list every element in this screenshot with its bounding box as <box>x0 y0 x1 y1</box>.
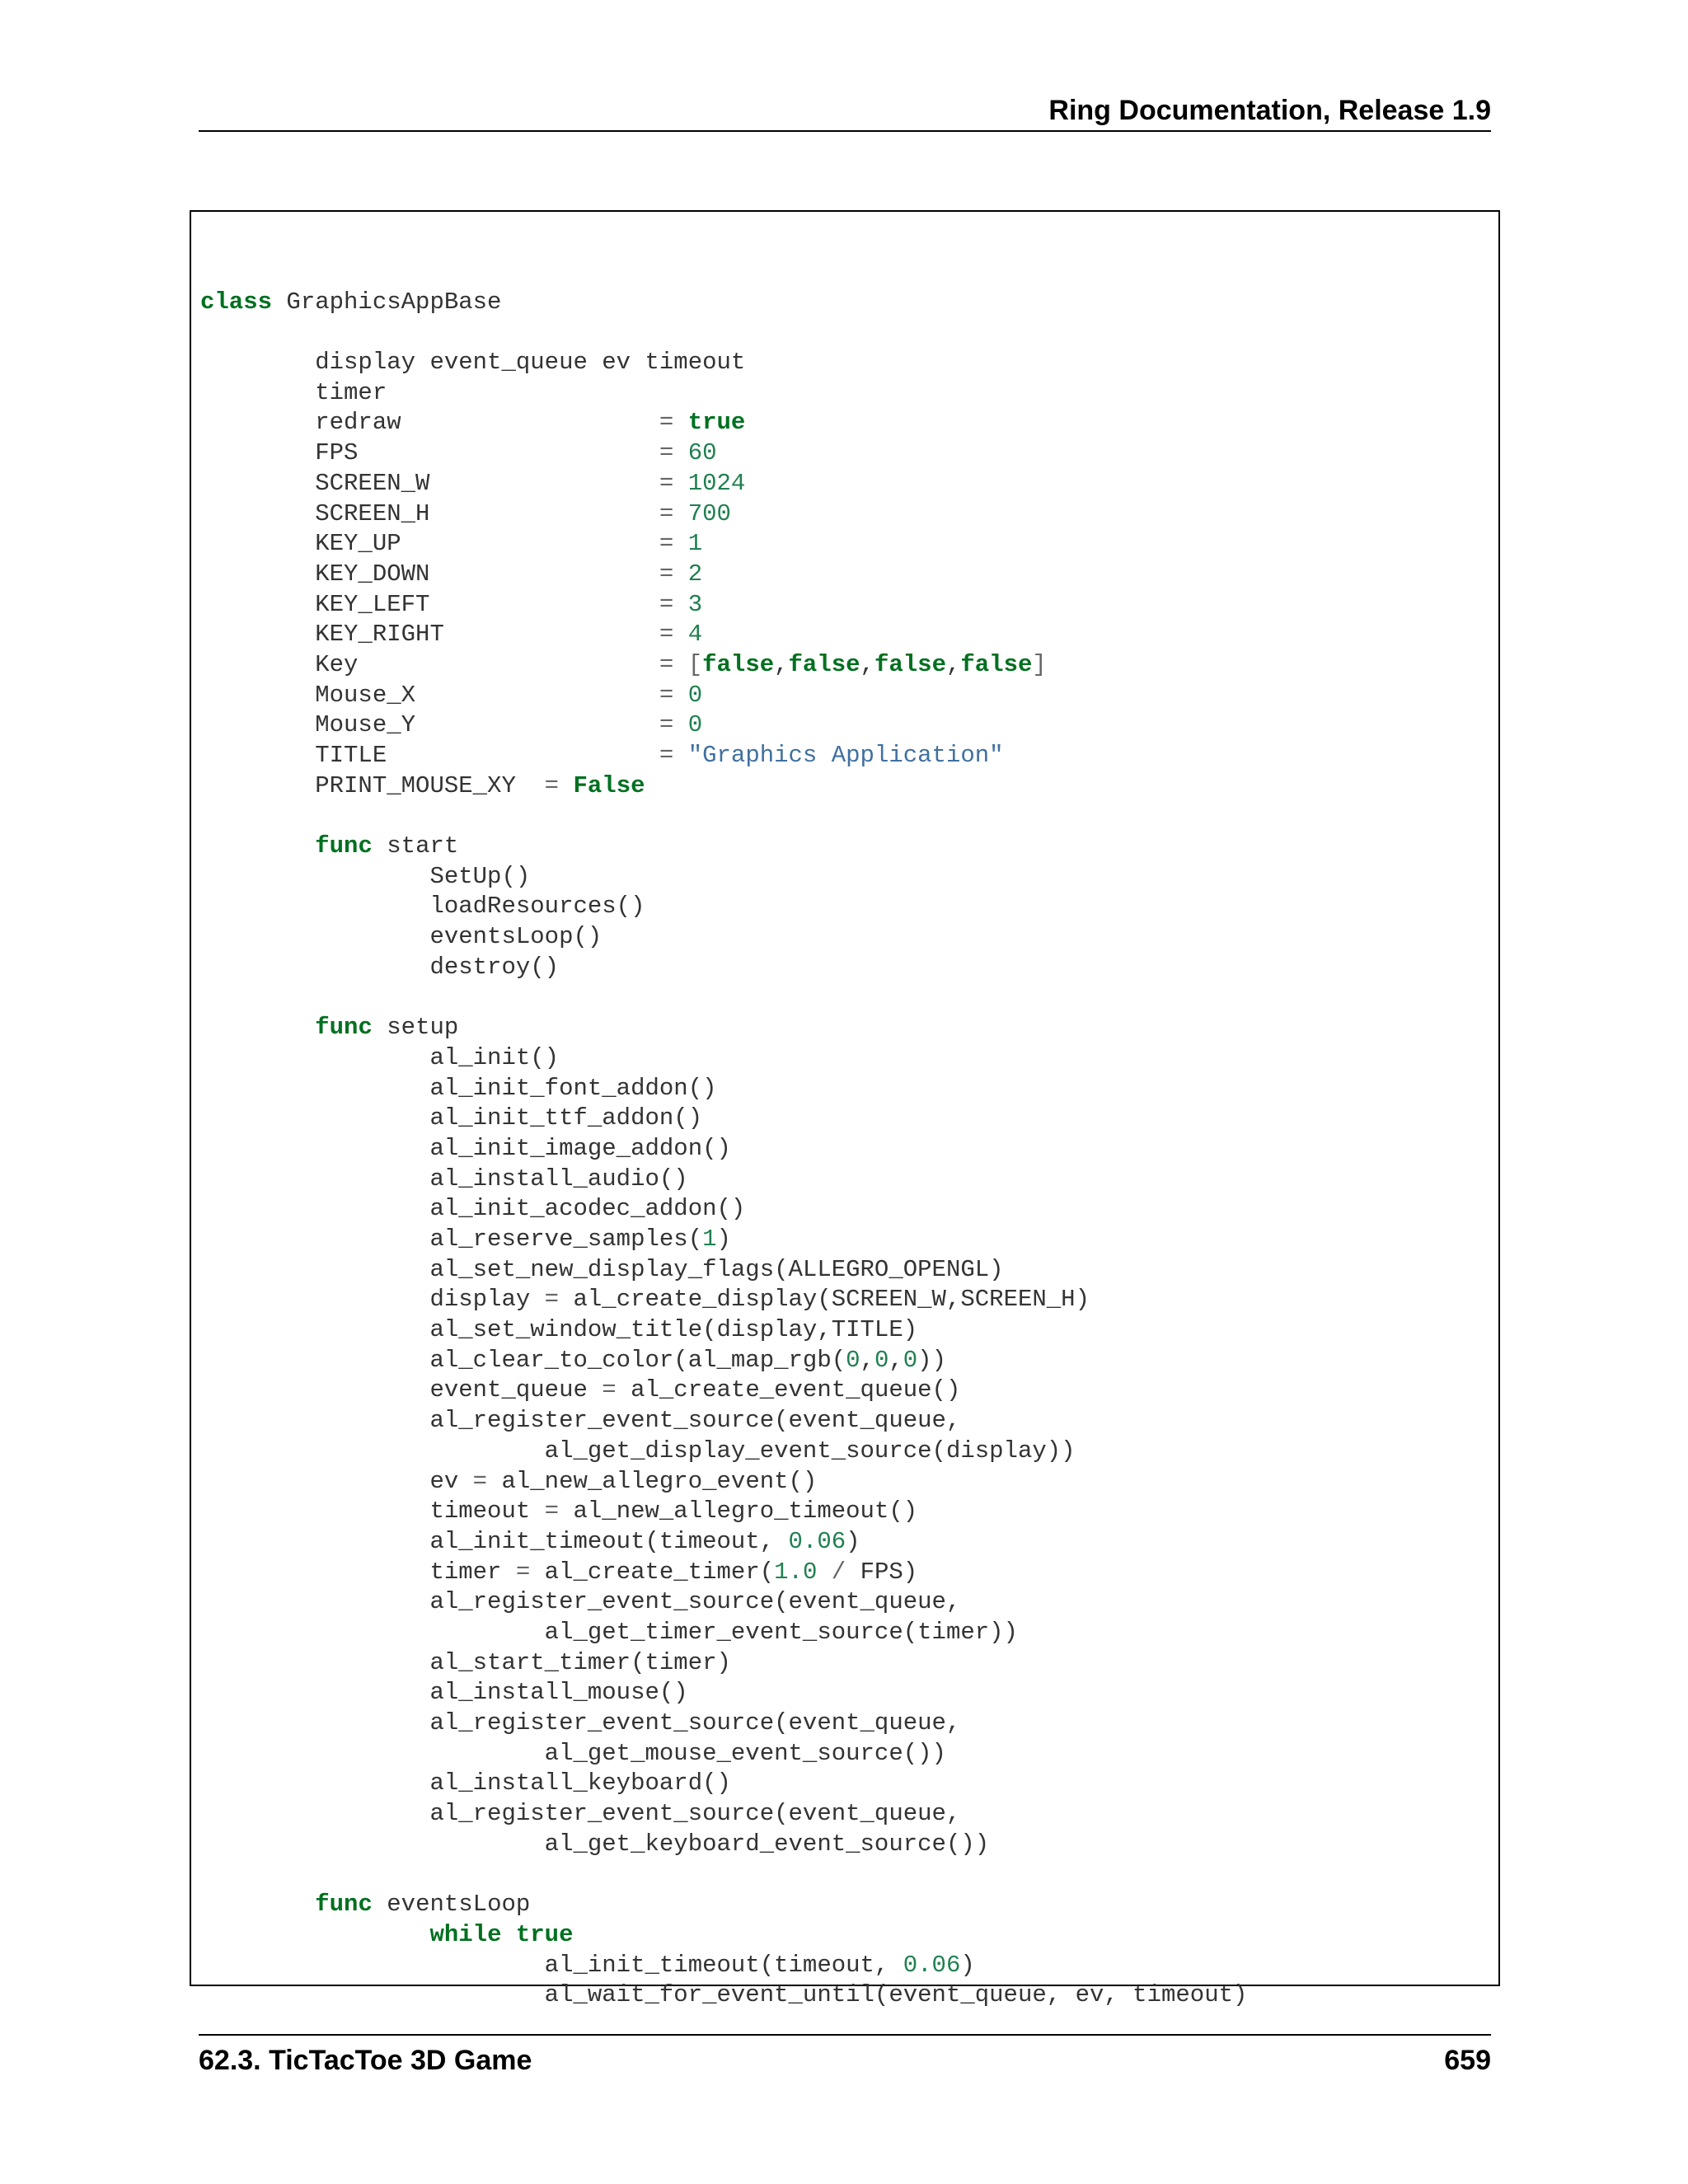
page-footer <box>199 2042 1491 2079</box>
code-line <box>200 1859 1247 1890</box>
code-token: al_set_window_title(display,TITLE) <box>200 1316 918 1344</box>
code-line <box>200 650 1247 681</box>
code-token: while <box>429 1920 502 1948</box>
code-token: 0 <box>846 1346 860 1374</box>
code-token: al_init() <box>200 1043 560 1071</box>
code-token: al_init_timeout(timeout, <box>200 1951 903 1979</box>
footer-section-title: 62.3. TicTacToe 3D Game <box>199 2045 532 2076</box>
code-token: = <box>659 439 674 467</box>
code-line <box>200 983 1247 1014</box>
code-line <box>200 1013 1247 1043</box>
code-token: redraw <box>200 409 659 437</box>
code-token: = <box>472 1467 488 1495</box>
code-token: = <box>659 650 674 678</box>
code-line <box>200 1436 1247 1467</box>
code-token: al_init_acodec_addon() <box>200 1195 746 1223</box>
code-token: , <box>774 650 789 678</box>
footer-divider <box>199 2034 1491 2036</box>
code-token <box>501 1921 515 1948</box>
code-line <box>200 1980 1247 2011</box>
code-token: = <box>659 711 674 739</box>
code-line <box>200 801 1247 832</box>
code-line <box>200 1406 1247 1436</box>
code-token: al_init_timeout(timeout, <box>200 1527 789 1555</box>
code-token: 1 <box>687 530 703 558</box>
code-line <box>200 1920 1247 1951</box>
code-token <box>673 711 687 738</box>
code-token: , <box>860 650 874 678</box>
code-token: al_start_timer(timer) <box>200 1648 731 1676</box>
code-token: ev <box>200 1467 473 1495</box>
code-line <box>200 348 1247 378</box>
code-token: al_init_ttf_addon() <box>200 1104 703 1132</box>
code-line <box>200 620 1247 650</box>
code-line <box>200 1104 1247 1134</box>
code-line <box>200 1558 1247 1588</box>
code-token: = <box>515 1558 531 1586</box>
code-token: SCREEN_H <box>200 499 659 527</box>
code-line <box>200 1225 1247 1255</box>
code-line <box>200 681 1247 711</box>
code-token: ) <box>846 1527 860 1555</box>
code-line <box>200 1376 1247 1406</box>
code-token: al_init_image_addon() <box>200 1134 731 1162</box>
code-token: 0 <box>903 1346 918 1374</box>
code-token <box>673 530 687 557</box>
code-line <box>200 741 1247 771</box>
code-token <box>673 621 687 648</box>
code-token: func <box>315 1014 373 1042</box>
code-token: al_new_allegro_timeout() <box>559 1497 918 1526</box>
code-token: loadResources() <box>200 893 645 921</box>
code-line <box>200 590 1247 621</box>
code-token: "Graphics Application" <box>687 742 1004 769</box>
code-token: timer <box>200 378 387 406</box>
code-token: = <box>659 621 674 649</box>
code-line <box>200 257 1247 288</box>
code-token: Mouse_Y <box>200 711 659 739</box>
code-token: start <box>372 832 459 860</box>
code-token <box>673 742 687 769</box>
code-token: = <box>659 469 674 497</box>
code-token: Mouse_X <box>200 681 659 709</box>
code-token: al_create_timer( <box>530 1558 775 1586</box>
code-token: func <box>315 832 373 860</box>
code-line <box>200 1467 1247 1497</box>
code-token <box>200 1014 315 1041</box>
code-line <box>200 771 1247 802</box>
code-token: [ <box>687 650 703 678</box>
code-token: al_install_audio() <box>200 1165 688 1193</box>
code-line <box>200 1769 1247 1799</box>
page-number: 659 <box>1444 2045 1491 2076</box>
code-token: KEY_RIGHT <box>200 621 659 649</box>
header-divider <box>199 130 1491 132</box>
code-token: 2 <box>687 560 703 588</box>
code-line <box>200 1739 1247 1769</box>
code-token <box>673 560 687 588</box>
code-token: eventsLoop() <box>200 923 603 951</box>
code-line <box>200 1074 1247 1104</box>
code-token: eventsLoop <box>372 1891 531 1919</box>
code-token: TITLE <box>200 742 659 769</box>
code-token: event_queue <box>200 1376 603 1404</box>
code-token <box>200 832 315 860</box>
code-line <box>200 1618 1247 1648</box>
code-line <box>200 1951 1247 1981</box>
code-token: 4 <box>687 621 703 649</box>
code-token: al_new_allegro_event() <box>487 1467 818 1495</box>
code-token: ) <box>960 1951 975 1979</box>
code-token: ) <box>716 1226 731 1253</box>
code-token: KEY_DOWN <box>200 560 659 588</box>
code-token: = <box>544 1497 560 1526</box>
code-token: False <box>573 771 645 799</box>
code-line <box>200 922 1247 953</box>
code-token: al_install_keyboard() <box>200 1769 731 1797</box>
code-token: 700 <box>687 499 731 527</box>
code-token: = <box>659 530 674 558</box>
code-line <box>200 317 1247 348</box>
code-token <box>673 651 687 678</box>
code-token: 0.06 <box>903 1951 961 1979</box>
code-token: = <box>544 771 560 799</box>
code-token: al_register_event_source(event_queue, <box>200 1709 961 1736</box>
code-token: al_get_mouse_event_source()) <box>200 1739 946 1767</box>
code-token: , <box>945 650 961 678</box>
code-line <box>200 1799 1247 1830</box>
code-line <box>200 438 1247 469</box>
code-token: destroy() <box>200 953 560 981</box>
code-token: al_get_display_event_source(display)) <box>200 1436 1076 1465</box>
code-token: al_set_new_display_flags(ALLEGRO_OPENGL) <box>200 1255 1004 1283</box>
code-line <box>200 529 1247 560</box>
code-token: false <box>788 650 860 678</box>
code-line <box>200 892 1247 922</box>
code-token: = <box>659 681 674 709</box>
code-token: SetUp() <box>200 862 531 890</box>
code-token: SCREEN_W <box>200 469 659 497</box>
code-token: func <box>315 1891 373 1919</box>
code-token: timer <box>200 1558 516 1586</box>
code-line <box>200 378 1247 409</box>
code-token: GraphicsAppBase <box>272 288 502 316</box>
code-token: false <box>960 650 1033 678</box>
code-token: 0 <box>874 1346 889 1374</box>
code-token: = <box>659 409 674 437</box>
code-token: KEY_UP <box>200 530 659 558</box>
code-token: 60 <box>687 439 717 467</box>
code-token: al_register_event_source(event_queue, <box>200 1407 961 1435</box>
code-token: false <box>702 650 775 678</box>
code-token: setup <box>372 1014 459 1042</box>
code-token <box>673 500 687 527</box>
code-token: 1 <box>702 1226 717 1253</box>
code-token: 0 <box>687 711 703 739</box>
code-token: al_register_event_source(event_queue, <box>200 1800 961 1828</box>
code-token: 0.06 <box>788 1527 846 1555</box>
code-token <box>817 1558 831 1586</box>
code-token: al_get_timer_event_source(timer)) <box>200 1618 1018 1646</box>
code-line <box>200 1648 1247 1679</box>
code-token: al_reserve_samples( <box>200 1226 703 1253</box>
code-token <box>673 591 687 618</box>
code-token: KEY_LEFT <box>200 590 659 618</box>
code-line <box>200 953 1247 983</box>
code-token: FPS) <box>846 1558 918 1586</box>
code-listing <box>200 257 1247 2011</box>
code-token <box>673 682 687 709</box>
code-token: 1.0 <box>774 1558 818 1586</box>
code-line <box>200 1708 1247 1739</box>
code-token <box>200 1921 429 1948</box>
code-token <box>559 772 573 799</box>
code-line <box>200 1043 1247 1074</box>
code-token: al_create_display(SCREEN_W,SCREEN_H) <box>559 1286 1090 1314</box>
code-line <box>200 408 1247 438</box>
code-line <box>200 862 1247 893</box>
code-token: , <box>889 1346 903 1374</box>
code-token: Key <box>200 650 659 678</box>
code-token: / <box>831 1558 846 1586</box>
code-token: = <box>659 560 674 588</box>
code-line <box>200 1285 1247 1315</box>
code-token: al_register_event_source(event_queue, <box>200 1588 961 1616</box>
code-token: = <box>602 1376 617 1404</box>
code-token: al_install_mouse() <box>200 1679 688 1707</box>
code-token: false <box>874 650 946 678</box>
code-line <box>200 710 1247 741</box>
code-line <box>200 832 1247 862</box>
code-line <box>200 1890 1247 1920</box>
code-token: , <box>860 1346 874 1374</box>
code-line <box>200 469 1247 499</box>
code-token: = <box>659 742 674 769</box>
code-line <box>200 1830 1247 1860</box>
code-token: al_init_font_addon() <box>200 1074 717 1102</box>
code-token <box>673 409 687 436</box>
code-token <box>673 470 687 497</box>
page-header: Ring Documentation, Release 1.9 <box>1048 95 1491 126</box>
code-line <box>200 560 1247 590</box>
code-token: class <box>200 288 273 316</box>
code-token: display event_queue ev timeout <box>200 349 746 377</box>
code-line <box>200 1497 1247 1527</box>
code-token: al_get_keyboard_event_source()) <box>200 1830 990 1858</box>
code-token: timeout <box>200 1497 545 1526</box>
code-token: 0 <box>687 681 703 709</box>
code-line <box>200 1134 1247 1165</box>
code-line <box>200 1346 1247 1376</box>
code-token: true <box>515 1920 574 1948</box>
code-token: = <box>659 590 674 618</box>
code-token <box>673 439 687 466</box>
code-token: al_clear_to_color(al_map_rgb( <box>200 1346 846 1374</box>
code-token: al_wait_for_event_until(event_queue, ev, timeout) <box>200 1981 1248 2009</box>
code-line <box>200 288 1247 318</box>
code-line <box>200 1255 1247 1286</box>
code-line <box>200 499 1247 530</box>
code-line <box>200 1315 1247 1346</box>
code-token: 1024 <box>687 469 746 497</box>
code-token: FPS <box>200 439 659 467</box>
code-token: al_create_event_queue() <box>616 1376 961 1404</box>
code-token: = <box>659 499 674 527</box>
code-line <box>200 1165 1247 1195</box>
code-block <box>190 210 1500 2009</box>
code-token: true <box>687 409 746 437</box>
code-line <box>200 1194 1247 1225</box>
code-line <box>200 1587 1247 1618</box>
code-token <box>200 1891 315 1918</box>
code-line <box>200 1527 1247 1558</box>
code-token: 3 <box>687 590 703 618</box>
code-token: PRINT_MOUSE_XY <box>200 771 545 799</box>
code-token: ] <box>1032 650 1047 678</box>
code-token: = <box>544 1286 560 1314</box>
code-token: display <box>200 1286 545 1314</box>
code-token: )) <box>917 1346 946 1374</box>
code-line <box>200 1678 1247 1708</box>
